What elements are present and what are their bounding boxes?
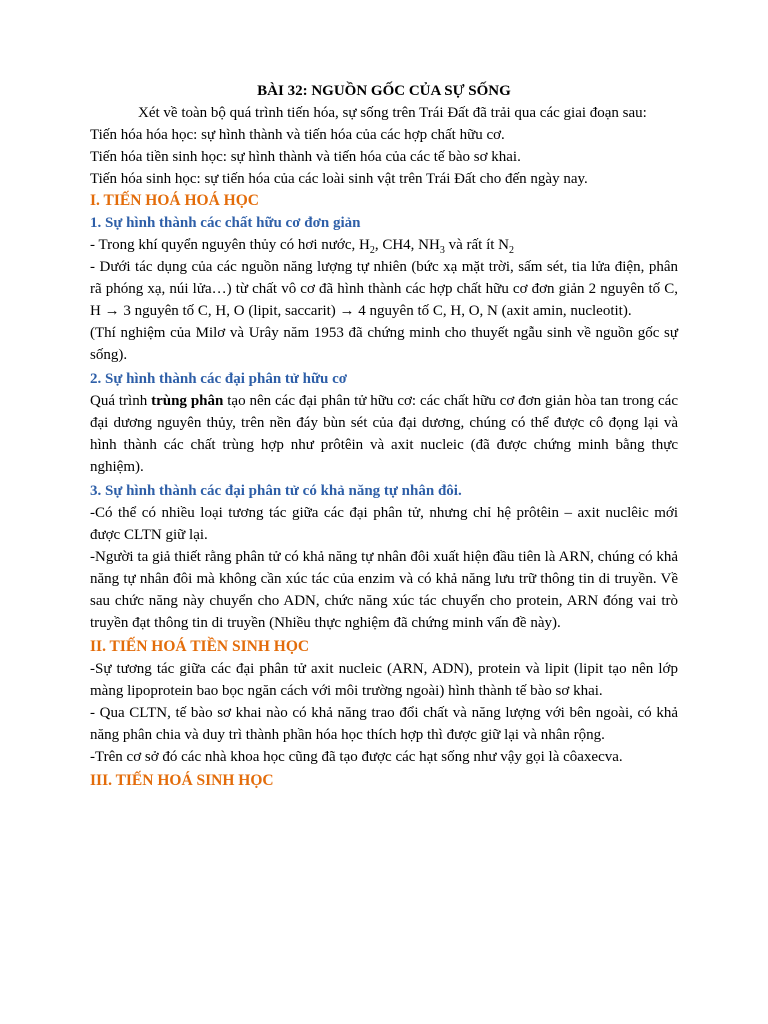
text-span: tạo nên các đại phân tử hữu cơ: các chất hữu cơ đơn giản hòa tan trong các đại dương nguyên thủy, trên nền đáy bùn sét của đại dương, chúng có thể được cô đọng lại và hình thành các chất trùng hợp như prôtêin và axit nucleic (đã được chứng minh bằng thực nghiệm). (90, 393, 678, 475)
bold-term: trùng phân (151, 393, 224, 409)
section-heading-chemical-evolution: I. TIẾN HOÁ HOÁ HỌC (90, 192, 259, 209)
paragraph-protocell-formation: -Sự tương tác giữa các đại phân tử axit nucleic (ARN, ADN), protein và lipit (lipit tạo nên lớp màng lipoprotein bao bọc ngăn cách với môi trường ngoài) hình thành tế bào sơ khai. (90, 661, 678, 699)
intro-stage-biological: Tiến hóa sinh học: sự tiến hóa của các loài sinh vật trên Trái Đất cho đến ngày nay. (90, 171, 588, 187)
subsection-heading-self-replicating: 3. Sự hình thành các đại phân tử có khả năng tự nhân đôi. (90, 483, 462, 499)
paragraph-rna-hypothesis: -Người ta giả thiết rằng phân tử có khả năng tự nhân đôi xuất hiện đầu tiên là ARN, chúng có khả năng tự nhân đôi mà không cần xúc tác của enzim và có khả năng lưu trữ thông tin di truyền. Về sau chức năng này chuyển cho ADN, chức năng xúc tác chuyển cho protein, ARN đóng vai trò truyền đạt thông tin di truyền (Nhiều thực nghiệm đã chứng minh vấn đề này). (90, 549, 678, 631)
intro-stage-chemical: Tiến hóa hóa học: sự hình thành và tiến hóa của các hợp chất hữu cơ. (90, 127, 505, 143)
paragraph-natural-selection: - Qua CLTN, tế bào sơ khai nào có khả năng trao đổi chất và năng lượng với bên ngoài, có khả năng phân chia và duy trì thành phần hóa học thích hợp thì được giữ lại và nhân rộng. (90, 705, 678, 743)
section-heading-biological-evolution: III. TIẾN HOÁ SINH HỌC (90, 772, 274, 789)
text-span: , CH4, NH (374, 237, 440, 253)
subsection-heading-simple-organics: 1. Sự hình thành các chất hữu cơ đơn giản (90, 215, 361, 231)
paragraph-primitive-atmosphere (90, 234, 678, 256)
text-span: Quá trình (90, 393, 152, 409)
page-title: BÀI 32: NGUỒN GỐC CỦA SỰ SỐNG (257, 83, 511, 99)
text-span: và rất ít N (444, 237, 509, 253)
paragraph-coacervate: -Trên cơ sở đó các nhà khoa học cũng đã tạo được các hạt sống như vậy gọi là côaxecva. (90, 749, 623, 765)
paragraph-interactions: -Có thể có nhiều loại tương tác giữa các đại phân tử, nhưng chỉ hệ prôtêin – axit nuclêic mới được CLTN giữ lại. (90, 505, 678, 543)
intro-paragraph: Xét về toàn bộ quá trình tiến hóa, sự sống trên Trái Đất đã trải qua các giai đoạn sau: (138, 105, 647, 121)
subscript: 2 (369, 245, 375, 256)
paragraph-energy-sources: - Dưới tác dụng của các nguồn năng lượng tự nhiên (bức xạ mặt trời, sấm sét, tia lửa điện, phân rã phóng xạ, núi lửa…) từ chất vô cơ đã hình thành các hợp chất hữu cơ đơn giản 2 nguyên tố C, H → 3 nguyên tố C, H, O (lipit, saccarit) → 4 nguyên tố C, H, O, N (axit amin, nucleotit). (90, 259, 678, 319)
paragraph-polymerization (90, 390, 678, 478)
subscript: 2 (509, 245, 514, 256)
section-heading-prebiotic-evolution: II. TIẾN HOÁ TIỀN SINH HỌC (90, 638, 310, 655)
text-span: - Trong khí quyển nguyên thủy có hơi nước, H (90, 237, 370, 253)
paragraph-miller-urey: (Thí nghiệm của Milơ và Urây năm 1953 đã chứng minh cho thuyết ngẫu sinh về nguồn gốc sự sống). (90, 325, 678, 363)
subsection-heading-macromolecules: 2. Sự hình thành các đại phân tử hữu cơ (90, 371, 348, 387)
subscript: 3 (439, 245, 445, 256)
intro-stage-prebiotic: Tiến hóa tiền sinh học: sự hình thành và tiến hóa của các tế bào sơ khai. (90, 149, 521, 165)
